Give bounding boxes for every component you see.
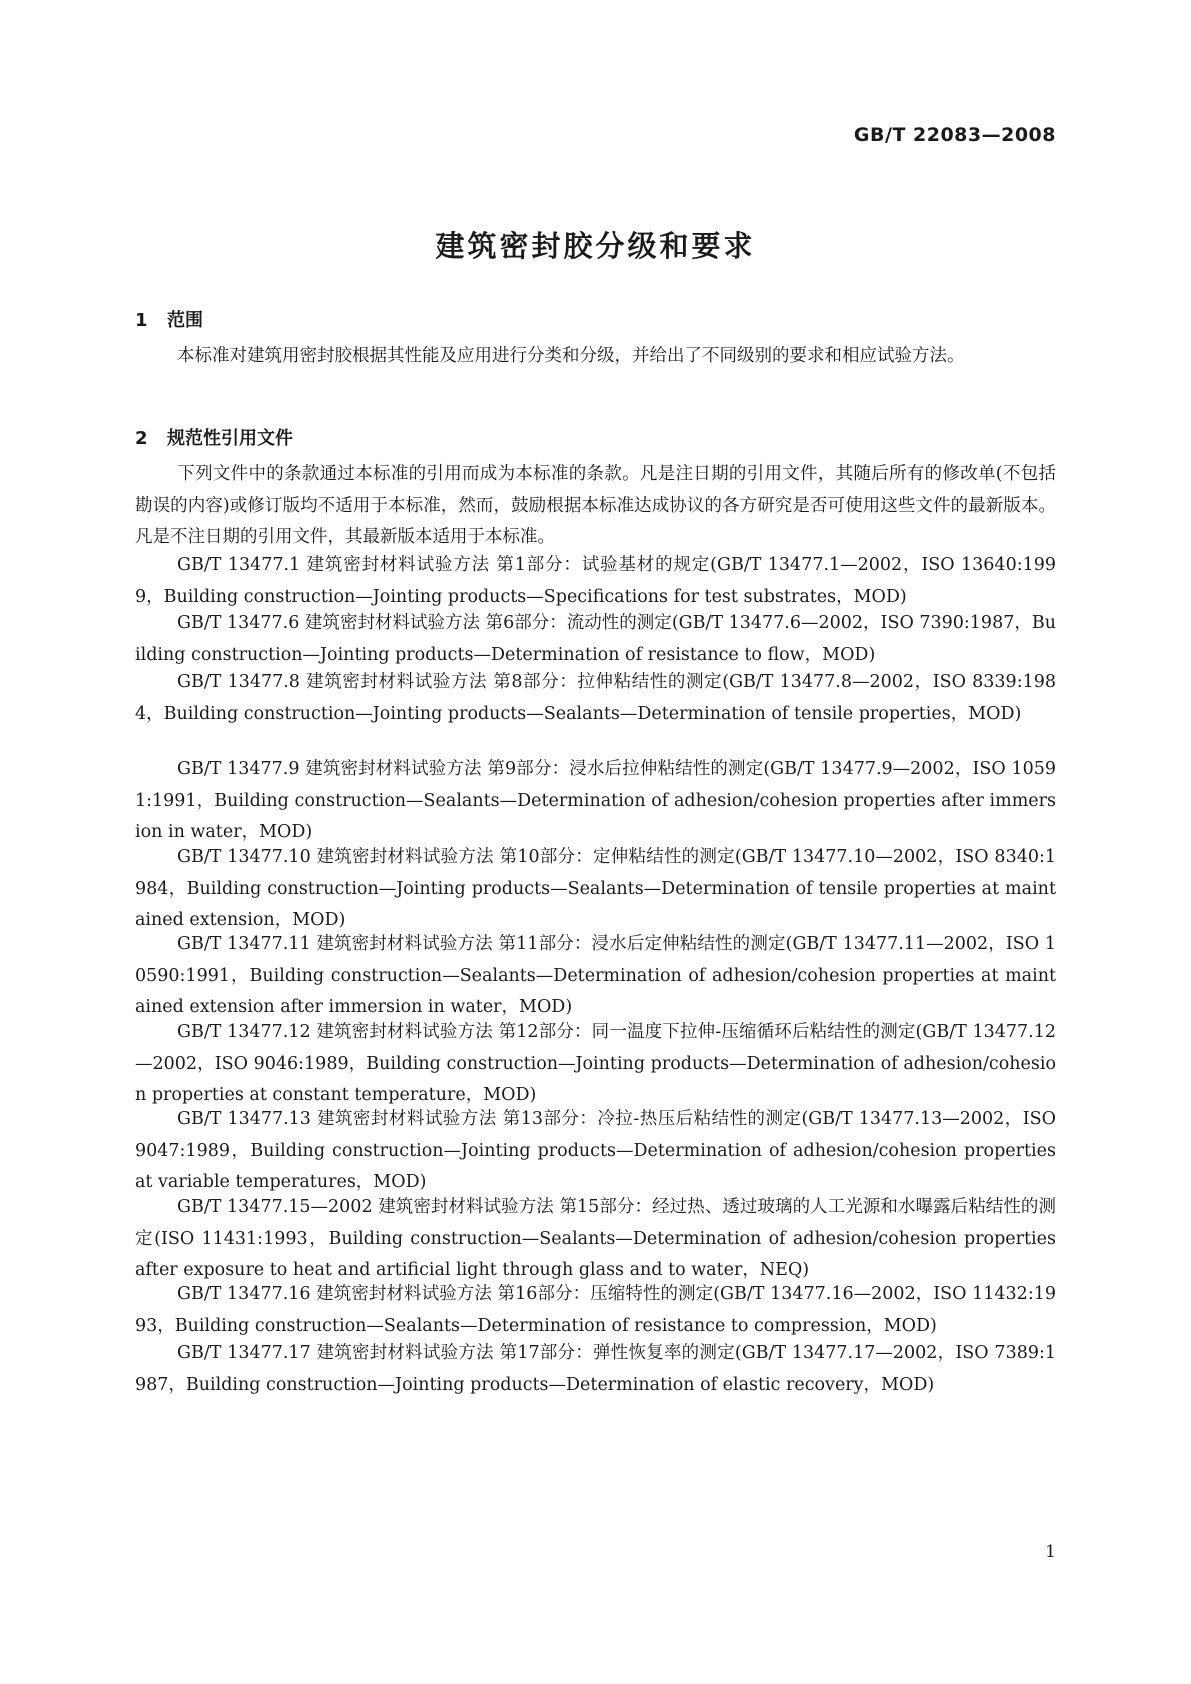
reference-text: GB/T 13477.12 建筑密封材料试验方法 第12部分：同一温度下拉伸-压缩循环后粘结性的测定(GB/T 13477.12—2002，ISO 9046:1989，Building construction—Jointing products—Determination of adhesion/cohesion properties at constant temperature，MOD) [135, 1022, 1056, 1105]
reference-text: GB/T 13477.9 建筑密封材料试验方法 第9部分：浸水后拉伸粘结性的测定(GB/T 13477.9—2002，ISO 10591:1991，Building construction—Sealants—Determination of adhesion/cohesion properties after immersion in water，MOD) [135, 759, 1056, 842]
section-1-heading [135, 306, 203, 332]
reference-text: GB/T 13477.15—2002 建筑密封材料试验方法 第15部分：经过热、透过玻璃的人工光源和水曝露后粘结性的测定(ISO 11431:1993，Building construction—Sealants—Determination of adhesion/cohesion properties after exposure to heat and artificial light through glass and to water，NEQ) [135, 1197, 1056, 1280]
reference-text: GB/T 13477.13 建筑密封材料试验方法 第13部分：冷拉-热压后粘结性的测定(GB/T 13477.13—2002，ISO 9047:1989，Building construction—Jointing products—Determination of adhesion/cohesion properties at variable temperatures，MOD) [135, 1109, 1056, 1192]
section-2-title: 规范性引用文件 [167, 428, 293, 449]
reference-text: GB/T 13477.17 建筑密封材料试验方法 第17部分：弹性恢复率的测定(GB/T 13477.17—2002，ISO 7389:1987，Building construction—Jointing products—Determination of elastic recovery，MOD) [135, 1343, 1056, 1395]
reference-item [135, 1104, 1056, 1199]
reference-item [135, 550, 1056, 613]
reference-text: GB/T 13477.1 建筑密封材料试验方法 第1部分：试验基材的规定(GB/T 13477.1—2002，ISO 13640:1999，Building construction—Jointing products—Specifications for test substrates，MOD) [135, 555, 1056, 607]
reference-item [135, 1192, 1056, 1287]
reference-item [135, 667, 1056, 730]
reference-text: GB/T 13477.8 建筑密封材料试验方法 第8部分：拉伸粘结性的测定(GB/T 13477.8—2002，ISO 8339:1984，Building construction—Jointing products—Sealants—Determination of tensile properties，MOD) [135, 672, 1056, 724]
standard-code: GB/T 22083—2008 [853, 124, 1056, 146]
section-2-intro-text: 下列文件中的条款通过本标准的引用而成为本标准的条款。凡是注日期的引用文件，其随后所有的修改单(不包括勘误的内容)或修订版均不适用于本标准，然而，鼓励根据本标准达成协议的各方研究是否可使用这些文件的最新版本。凡是不注日期的引用文件，其最新版本适用于本标准。 [135, 464, 1056, 547]
reference-text: GB/T 13477.11 建筑密封材料试验方法 第11部分：浸水后定伸粘结性的测定(GB/T 13477.11—2002，ISO 10590:1991，Building construction—Sealants—Determination of adhesion/cohesion properties at maintained extension after immersion in water，MOD) [135, 934, 1056, 1017]
reference-text: GB/T 13477.6 建筑密封材料试验方法 第6部分：流动性的测定(GB/T 13477.6—2002，ISO 7390:1987，Building construction—Jointing products—Determination of resistance to flow，MOD) [135, 613, 1056, 665]
section-1-title: 范围 [167, 310, 203, 331]
reference-item [135, 1338, 1056, 1401]
section-1-text: 本标准对建筑用密封胶根据其性能及应用进行分类和分级，并给出了不同级别的要求和相应试验方法。 [177, 346, 965, 366]
section-2-heading [135, 424, 293, 450]
page-number: 1 [1045, 1542, 1056, 1562]
reference-item [135, 1279, 1056, 1342]
reference-text: GB/T 13477.16 建筑密封材料试验方法 第16部分：压缩特性的测定(GB/T 13477.16—2002，ISO 11432:1993，Building construction—Sealants—Determination of resistance to compression，MOD) [135, 1284, 1056, 1336]
reference-item [135, 929, 1056, 1024]
reference-item [135, 608, 1056, 671]
reference-item [135, 1017, 1056, 1112]
reference-item [135, 842, 1056, 937]
reference-text: GB/T 13477.10 建筑密封材料试验方法 第10部分：定伸粘结性的测定(GB/T 13477.10—2002，ISO 8340:1984，Building construction—Jointing products—Sealants—Determination of tensile properties at maintained extension，MOD) [135, 847, 1056, 930]
section-2-intro [135, 459, 1056, 554]
document-title: 建筑密封胶分级和要求 [435, 229, 756, 263]
section-2-number: 2 [135, 428, 148, 449]
section-1-number: 1 [135, 310, 148, 331]
section-1-paragraph [135, 341, 1056, 373]
reference-item [135, 754, 1056, 849]
